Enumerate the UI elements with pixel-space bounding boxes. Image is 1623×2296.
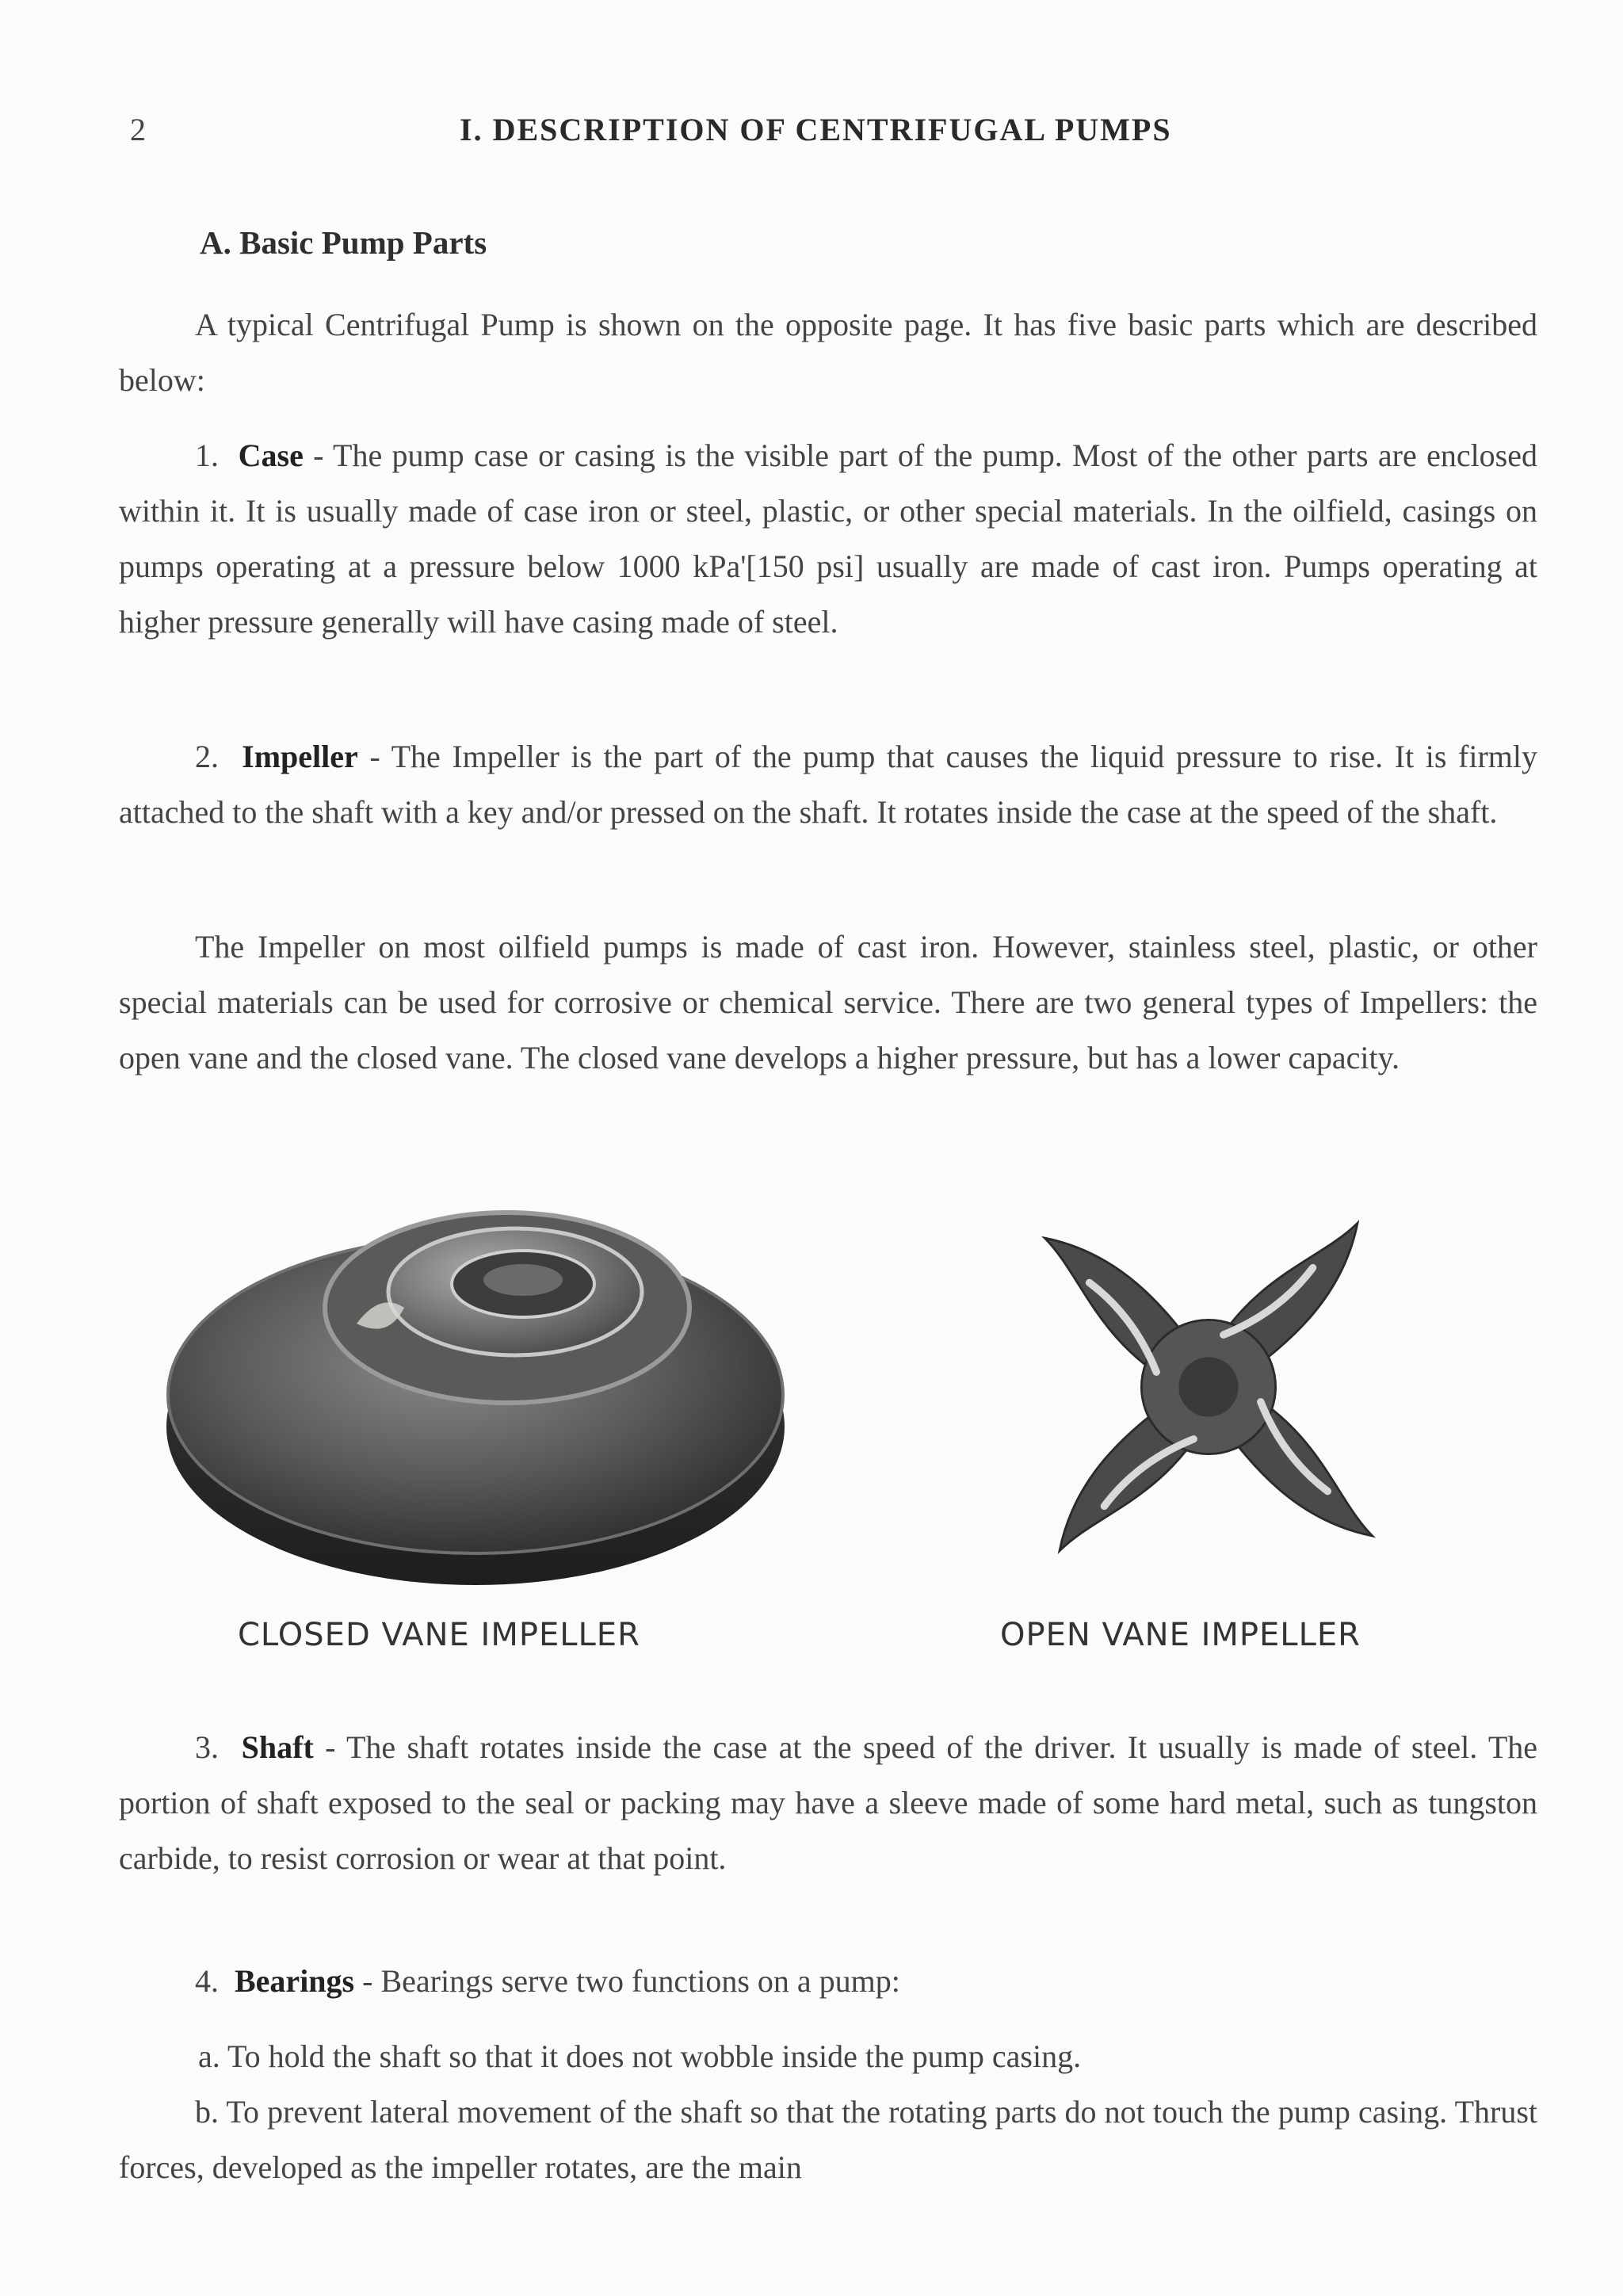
case-text: - The pump case or casing is the visible part of the pump. Most of the other parts are enclosed within it. It is usually made of case iron or steel, plastic, or other special materials. In the oilfield, casings on pumps operating at a pressure below 1000 kPa'[150 psi] usually are made of cast iron. Pumps operating at higher pressure generally will have casing made of steel. (119, 437, 1538, 640)
shaft-paragraph (119, 1720, 1537, 1886)
closed-vane-impeller-image (158, 1165, 792, 1609)
intro-text: A typical Centrifugal Pump is shown on the opposite page. It has five basic parts which are described below: (119, 307, 1537, 398)
bearings-text: - Bearings serve two functions on a pump: (362, 1963, 900, 1999)
case-term: Case (238, 437, 304, 473)
closed-vane-caption: CLOSED VANE IMPELLER (238, 1617, 640, 1653)
open-vane-caption: OPEN VANE IMPELLER (1000, 1617, 1361, 1653)
page-number: 2 (130, 112, 146, 147)
impeller-material-paragraph (119, 919, 1537, 1086)
bearings-term: Bearings (235, 1963, 355, 1999)
case-number: 1. (195, 437, 219, 473)
impeller-paragraph (119, 729, 1537, 840)
bearings-paragraph (119, 1954, 1537, 2009)
bearings-number: 4. (195, 1963, 219, 1999)
section-title: A. Basic Pump Parts (200, 224, 487, 261)
bearing-function-a: a. To hold the shaft so that it does not wobble inside the pump casing. (198, 2038, 1082, 2074)
impeller-material-text: The Impeller on most oilfield pumps is made of cast iron. However, stainless steel, plastic, or other special materials can be used for corrosive or chemical service. There are two general types of Impellers: the open vane and the closed vane. The closed vane develops a higher pressure, but has a lower capacity. (119, 929, 1537, 1075)
bearing-function-b-text: b. To prevent lateral movement of the shaft so that the rotating parts do not touch the pump casing. Thrust forces, developed as the impeller rotates, are the main (119, 2094, 1537, 2185)
impeller-number: 2. (195, 739, 219, 774)
bearing-function-b (119, 2084, 1537, 2195)
impeller-text: - The Impeller is the part of the pump that causes the liquid pressure to rise. It is firmly attached to the shaft with a key and/or pressed on the shaft. It rotates inside the case at the speed of the shaft. (119, 739, 1538, 830)
shaft-term: Shaft (241, 1729, 314, 1765)
intro-paragraph (119, 297, 1537, 408)
impeller-term: Impeller (242, 739, 358, 774)
shaft-text: - The shaft rotates inside the case at the speed of the driver. It usually is made of steel. The portion of shaft exposed to the seal or packing may have a sleeve made of some hard metal, such as tungston carbide, to resist corrosion or wear at that point. (119, 1729, 1538, 1876)
page-header: I. DESCRIPTION OF CENTRIFUGAL PUMPS (460, 112, 1172, 147)
open-vane-impeller-image (1022, 1189, 1395, 1585)
shaft-number: 3. (195, 1729, 219, 1765)
case-paragraph (119, 428, 1537, 650)
